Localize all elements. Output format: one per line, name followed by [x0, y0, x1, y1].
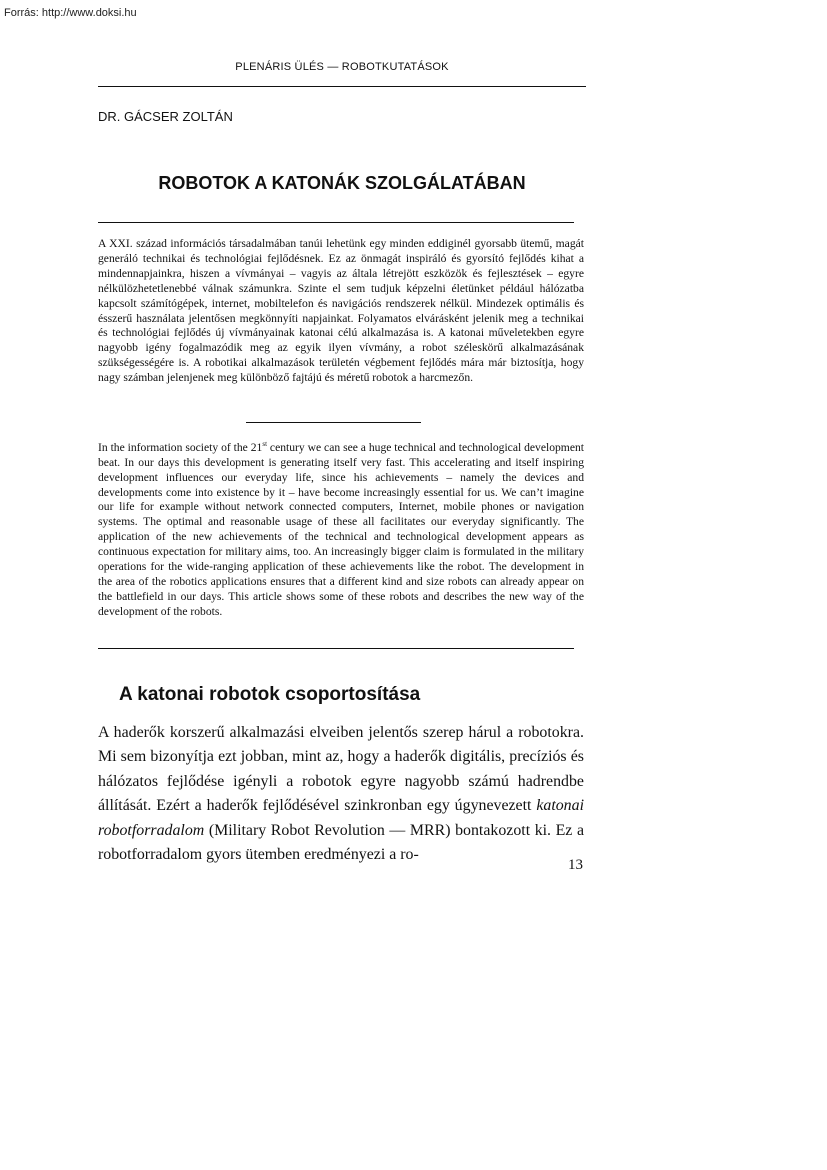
abstract-english	[98, 437, 584, 620]
abstract-english-start: In the information society of the 21	[98, 440, 263, 454]
author-name: DR. GÁCSER ZOLTÁN	[98, 109, 233, 124]
abstract-divider	[246, 422, 421, 423]
body-paragraph	[98, 721, 584, 867]
source-label: Forrás: http://www.doksi.hu	[4, 7, 137, 19]
article-title: ROBOTOK A KATONÁK SZOLGÁLATÁBAN	[158, 173, 526, 193]
body-text-italic: katonai robotforradalom	[98, 797, 584, 839]
abstract-rule	[98, 648, 574, 649]
abstract-hungarian: A XXI. század információs társadalmában tanúi lehetünk egy minden eddiginél gyorsabb ütemű, magát generáló technikai és technológiai fejlődésnek. Ez az önmagát inspiráló és gyorsító fejlődés kihat a mindennapjainkra, hiszen a vívmányai – vagyis az általa létrejött eszközök és fejlesztések – egyre nélkülözhetetlenebbé válnak számunkra. Szinte el sem tudjuk képzelni életünket például hálózatba kapcsolt számítógépek, internet, mobiltelefon és navigációs rendszerek nélkül. Mindezek optimális és ésszerű használata jelentősen megkönnyíti napjainkat. Folyamatos elvárásként jelenik meg a technikai és technológiai fejlődés új vívmányainak katonai célú alkalmazása is. A katonai műveletekben egyre nagyobb igény fogalmazódik meg az egyik ilyen vívmány, a robot széleskörű alkalmazásának szükségességére is. A robotikai alkalmazások területén végbement fejlődés mára már biztosítja, hogy nagy számban jelenjenek meg különböző fajtájú és méretű robotok a harcmezőn.	[98, 237, 584, 385]
page-number: 13	[568, 857, 583, 873]
running-header: PLENÁRIS ÜLÉS — ROBOTKUTATÁSOK	[235, 61, 449, 73]
body-text-part1: A haderők korszerű alkalmazási elveiben jelentős szerep hárul a robotokra. Mi sem bizonyítja ezt jobban, mint az, hogy a haderők digitális, precíziós és hálózatos fejlődése igényli a robotok egyre nagyobb számú hadrendbe állítását. Ezért a haderők fejlődésével szinkronban egy úgynevezett	[98, 724, 584, 815]
section-heading: A katonai robotok csoportosítása	[119, 684, 421, 705]
header-rule	[98, 86, 586, 87]
abstract-english-rest: century we can see a huge technical and technological development beat. In our days this development is generating itself very fast. This accelerating and itself inspiring development influences our everyday life, since his achievements – namely the devices and developments come into existence by it – have become increasingly essential for us. We can’t imagine our life for example without network connected computers, Internet, mobile phones or navigation systems. The optimal and reasonable usage of these all facilitates our everyday significantly. The application of the new achievements of the technical and technological development appears as continuous expectation for military aims, too. An increasingly bigger claim is formulated in the military operations for the wide-ranging application of these achievements like the robot. The development in the area of the robotics applications ensures that a different kind and size robots can already appear on the battlefield in our days. This article shows some of these robots and describes the new way of the development of the robots.	[98, 440, 584, 618]
ordinal-suffix: st	[262, 440, 268, 448]
body-text-part2: (Military Robot Revolution — MRR) bontakozott ki. Ez a robotforradalom gyors ütemben eredményezi a ro-	[98, 821, 584, 864]
title-rule	[98, 222, 574, 223]
